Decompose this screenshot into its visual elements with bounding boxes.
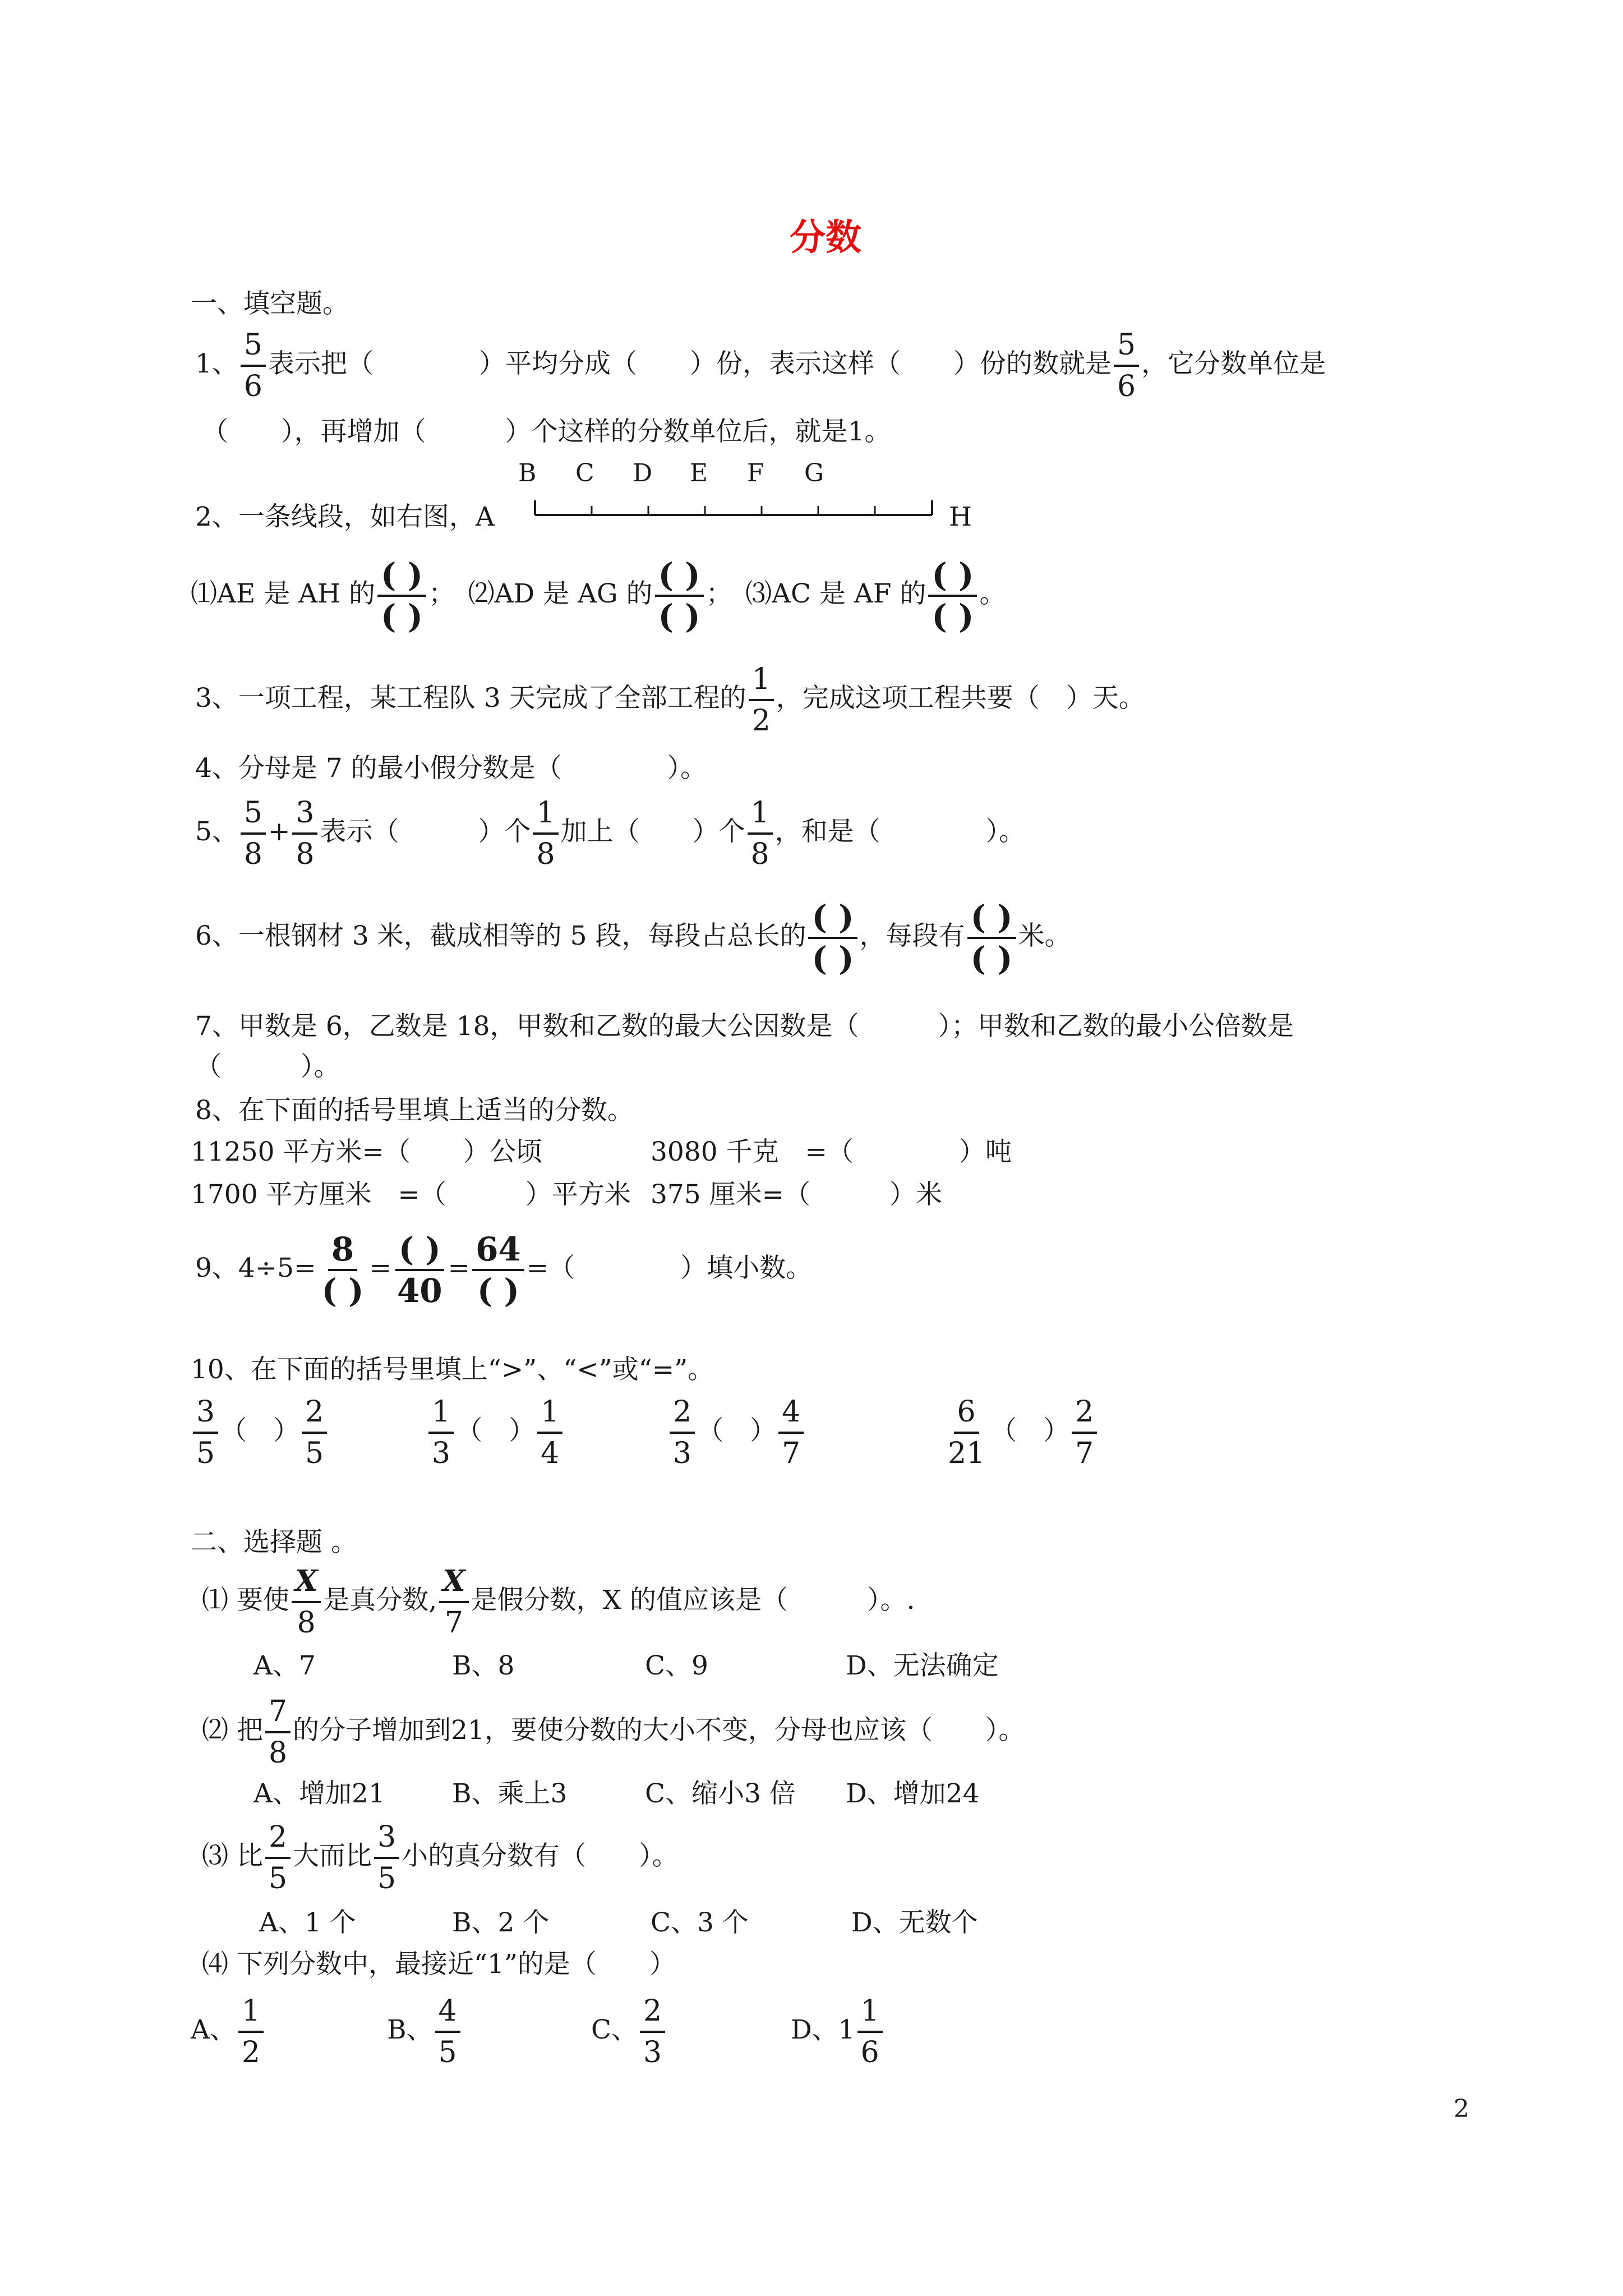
- denominator: 7: [1075, 1437, 1094, 1470]
- numerator: 3: [374, 1818, 399, 1859]
- q6-text-1: 6、一根钢材 3 米，截成相等的 5 段，每段占总长的: [195, 921, 806, 951]
- denominator: 2: [751, 704, 771, 738]
- denominator-blank[interactable]: ( ): [970, 940, 1013, 978]
- fraction: [318, 1230, 367, 1310]
- c2-text: 的分子增加到21，要使分数的大小不变，分母也应该（ ）。: [293, 1715, 1025, 1746]
- fraction: [670, 1392, 695, 1473]
- fraction: [640, 1991, 665, 2072]
- q1-prefix: 1、: [195, 348, 238, 379]
- numerator: 1: [748, 793, 773, 835]
- blank-fraction[interactable]: [967, 898, 1016, 978]
- fraction: [302, 1392, 327, 1473]
- segment-label-h: H: [949, 501, 972, 532]
- numerator: 4: [778, 1392, 804, 1434]
- numerator-blank[interactable]: ( ): [655, 555, 704, 597]
- q5-prefix: 5、: [195, 816, 238, 847]
- q1-text-2: ，它分数单位是: [1141, 348, 1326, 379]
- denominator: 6: [1117, 370, 1136, 403]
- fraction: [394, 1230, 446, 1310]
- choice-question-2: [202, 1692, 1025, 1773]
- denominator: 5: [268, 1862, 288, 1895]
- denominator: 5: [377, 1862, 396, 1895]
- question-2: 2、一条线段，如右图，A: [195, 501, 495, 532]
- question-7-line-1: 7、甲数是 6，乙数是 18，甲数和乙数的最大公因数是（ ）；甲数和乙数的最小公倍数是: [195, 1011, 1294, 1042]
- option-label: D、1: [791, 2014, 855, 2045]
- section-2-heading: 二、选择题 。: [191, 1527, 357, 1558]
- numerator: 3: [193, 1392, 218, 1434]
- numerator: 7: [265, 1692, 291, 1733]
- blank-fraction[interactable]: [808, 898, 857, 978]
- fraction: [1072, 1392, 1097, 1473]
- compare-blank[interactable]: （ ）: [990, 1415, 1070, 1446]
- question-8-item-4: 375 厘米=（ ）米: [651, 1179, 943, 1210]
- q3-text: 3、一项工程，某工程队 3 天完成了全部工程的: [195, 683, 746, 714]
- numerator: 2: [640, 1991, 665, 2033]
- numerator: X: [292, 1562, 321, 1603]
- denominator: 8: [268, 1736, 288, 1770]
- numerator: 2: [1072, 1392, 1097, 1434]
- denominator: 6: [243, 370, 262, 403]
- c2-option-a[interactable]: A、增加21: [253, 1778, 385, 1809]
- fraction: [533, 793, 558, 874]
- c2-option-c[interactable]: C、缩小3 倍: [645, 1778, 796, 1809]
- denominator: 2: [241, 2036, 261, 2069]
- numerator: 1: [428, 1392, 454, 1434]
- numerator: X: [439, 1562, 468, 1603]
- fraction: [944, 1392, 988, 1473]
- denominator: 5: [305, 1437, 324, 1470]
- fraction: [265, 1818, 291, 1898]
- q2-part-1: ⑴AE 是 AH 的: [191, 578, 375, 609]
- numerator-blank[interactable]: ( ): [808, 898, 857, 939]
- segment-label-d: D: [633, 459, 653, 487]
- c1-text-2: 是假分数，X 的值应该是（ ）。.: [471, 1585, 915, 1616]
- question-10: 10、在下面的括号里填上“>”、“<”或“=”。: [191, 1354, 714, 1385]
- c3-option-d[interactable]: D、无数个: [851, 1907, 978, 1938]
- fraction: [292, 793, 317, 874]
- fraction: [238, 1991, 264, 2072]
- numerator-blank[interactable]: ( ): [377, 555, 426, 597]
- c2-prefix: ⑵ 把: [202, 1715, 263, 1746]
- page-title: 分数: [790, 217, 861, 259]
- q3-text-2: ，完成这项工程共要（ ）天。: [776, 683, 1145, 714]
- compare-pair-2: [426, 1392, 565, 1473]
- numerator: 64: [472, 1230, 524, 1271]
- question-3: [195, 660, 1145, 740]
- compare-blank[interactable]: （ ）: [697, 1415, 777, 1446]
- choice-question-4: ⑷ 下列分数中，最接近“1”的是（ ）: [202, 1949, 676, 1980]
- blank-fraction[interactable]: [377, 555, 426, 636]
- c4-option-a[interactable]: [191, 1991, 266, 2072]
- numerator: 2: [302, 1392, 327, 1434]
- page-number: 2: [1454, 2095, 1469, 2123]
- denominator: 8: [296, 838, 315, 871]
- q6-text-3: 米。: [1018, 921, 1071, 951]
- equals-sign: =: [448, 1253, 471, 1283]
- fraction: [472, 1230, 524, 1310]
- denominator-blank[interactable]: ( ): [477, 1272, 519, 1310]
- numerator-blank[interactable]: ( ): [395, 1230, 444, 1271]
- segment-label-g: G: [804, 459, 824, 487]
- denominator: 7: [782, 1437, 801, 1470]
- denominator: 6: [860, 2036, 879, 2069]
- fraction: [778, 1392, 804, 1473]
- section-1-heading: 一、填空题。: [191, 288, 349, 319]
- denominator-blank[interactable]: ( ): [811, 940, 854, 978]
- q6-text-2: ，每段有: [859, 921, 965, 951]
- fraction: [241, 793, 266, 874]
- compare-blank[interactable]: （ ）: [220, 1415, 300, 1446]
- choice-question-3: [202, 1818, 679, 1898]
- numerator: 1: [857, 1991, 883, 2033]
- denominator: 8: [750, 838, 769, 871]
- option-label: B、: [387, 2014, 433, 2045]
- c3-text-2: 小的真分数有（ ）。: [402, 1841, 679, 1871]
- denominator: 40: [396, 1272, 442, 1310]
- c3-option-a[interactable]: A、1 个: [259, 1907, 356, 1938]
- question-7-line-2: （ ）。: [195, 1051, 340, 1082]
- fraction: [241, 325, 266, 406]
- numerator-blank[interactable]: ( ): [967, 898, 1016, 939]
- option-label: A、: [191, 2014, 236, 2045]
- fraction: [749, 660, 774, 740]
- denominator: 4: [541, 1437, 560, 1470]
- numerator: 6: [954, 1392, 979, 1434]
- q1-text: 表示把（ ）平均分成（ ）份，表示这样（ ）份的数就是: [268, 348, 1112, 379]
- question-8: 8、在下面的括号里填上适当的分数。: [195, 1095, 634, 1126]
- numerator: 3: [292, 793, 317, 835]
- denominator-blank[interactable]: ( ): [381, 597, 423, 636]
- c1-option-b[interactable]: B、8: [452, 1650, 515, 1681]
- question-8-item-1: 11250 平方米=（ ）公顷: [191, 1137, 542, 1167]
- numerator: 2: [265, 1818, 291, 1859]
- numerator: 8: [328, 1230, 357, 1271]
- blank-fraction[interactable]: [655, 555, 704, 636]
- q2-part-3: ； ⑶AC 是 AF 的: [706, 578, 926, 609]
- c4-option-b[interactable]: [387, 1991, 463, 2072]
- c4-option-c[interactable]: [591, 1991, 667, 2072]
- numerator: 1: [238, 1991, 264, 2033]
- denominator: 8: [297, 1606, 316, 1640]
- numerator: 1: [533, 793, 558, 835]
- question-1: [195, 325, 1326, 406]
- q9-prefix: 9、4÷5=: [195, 1253, 316, 1283]
- q2-part-2: ； ⑵AD 是 AG 的: [428, 578, 653, 609]
- fraction: [537, 1392, 562, 1473]
- fraction: [193, 1392, 218, 1473]
- segment-label-f: F: [747, 459, 764, 487]
- c3-prefix: ⑶ 比: [202, 1841, 263, 1871]
- c4-option-d[interactable]: [791, 1991, 885, 2072]
- question-1-line-2: （ ），再增加（ ）个这样的分数单位后，就是1。: [202, 416, 891, 447]
- denominator-blank[interactable]: ( ): [932, 597, 974, 636]
- fraction: [748, 793, 773, 874]
- plus-sign: +: [268, 816, 291, 847]
- c3-option-b[interactable]: B、2 个: [452, 1907, 550, 1938]
- compare-blank[interactable]: （ ）: [456, 1415, 536, 1446]
- segment-label-b: B: [518, 459, 537, 487]
- denominator: 21: [948, 1437, 985, 1470]
- compare-pair-1: [191, 1392, 329, 1473]
- fraction: [428, 1392, 454, 1473]
- numerator: 1: [749, 660, 774, 701]
- question-5: [195, 793, 1025, 874]
- numerator: 1: [537, 1392, 562, 1434]
- equals-sign: =: [369, 1253, 391, 1283]
- denominator: 8: [536, 838, 555, 871]
- denominator: 3: [643, 2036, 662, 2069]
- choice-question-1: [202, 1562, 915, 1642]
- c2-option-b[interactable]: B、乘上3: [452, 1778, 568, 1809]
- question-8-item-3: 1700 平方厘米 =（ ）平方米: [191, 1179, 631, 1210]
- fraction: [439, 1562, 468, 1642]
- fraction: [857, 1991, 883, 2072]
- question-8-item-2: 3080 千克 =（ ）吨: [651, 1137, 1012, 1167]
- q5-text-3: ，和是（ ）。: [774, 816, 1026, 847]
- segment-label-c: C: [575, 459, 594, 487]
- fraction: [435, 1991, 460, 2072]
- q5-text-1: 表示（ ）个: [320, 816, 531, 847]
- blank-fraction[interactable]: [928, 555, 977, 636]
- denominator: 5: [196, 1437, 215, 1470]
- question-4: 4、分母是 7 的最小假分数是（ ）。: [195, 753, 707, 784]
- denominator: 5: [438, 2036, 457, 2069]
- q5-text-2: 加上（ ）个: [560, 816, 745, 847]
- compare-pair-3: [667, 1392, 806, 1473]
- denominator-blank[interactable]: ( ): [321, 1272, 364, 1310]
- numerator: 5: [1114, 325, 1139, 367]
- denominator: 7: [444, 1606, 463, 1640]
- numerator: 5: [241, 325, 266, 367]
- c3-text-1: 大而比: [293, 1841, 372, 1871]
- c1-option-a[interactable]: A、7: [253, 1650, 316, 1681]
- denominator: 8: [243, 838, 262, 871]
- denominator: 3: [673, 1437, 692, 1470]
- q9-tail: =（ ）填小数。: [526, 1253, 813, 1283]
- denominator: 3: [432, 1437, 451, 1470]
- option-label: C、: [591, 2014, 638, 2045]
- numerator: 5: [241, 793, 266, 835]
- numerator: 4: [435, 1991, 460, 2033]
- numerator-blank[interactable]: ( ): [928, 555, 977, 597]
- q2-part-4: 。: [979, 578, 1006, 609]
- compare-pair-4: [942, 1392, 1099, 1473]
- fraction: [1114, 325, 1139, 406]
- denominator-blank[interactable]: ( ): [658, 597, 700, 636]
- c3-option-c[interactable]: C、3 个: [651, 1907, 749, 1938]
- numerator: 2: [670, 1392, 695, 1434]
- line-segment: [533, 498, 937, 521]
- segment-label-e: E: [690, 459, 708, 487]
- c1-prefix: ⑴ 要使: [202, 1585, 289, 1616]
- c1-option-d[interactable]: D、无法确定: [846, 1650, 999, 1681]
- c2-option-d[interactable]: D、增加24: [846, 1778, 980, 1809]
- question-9: [195, 1230, 812, 1310]
- question-2-parts: [191, 555, 1006, 636]
- c1-text-1: 是真分数,: [323, 1585, 437, 1616]
- question-6: [195, 898, 1071, 978]
- fraction: [265, 1692, 291, 1773]
- fraction: [374, 1818, 399, 1898]
- fraction: [292, 1562, 321, 1642]
- c1-option-c[interactable]: C、9: [645, 1650, 708, 1681]
